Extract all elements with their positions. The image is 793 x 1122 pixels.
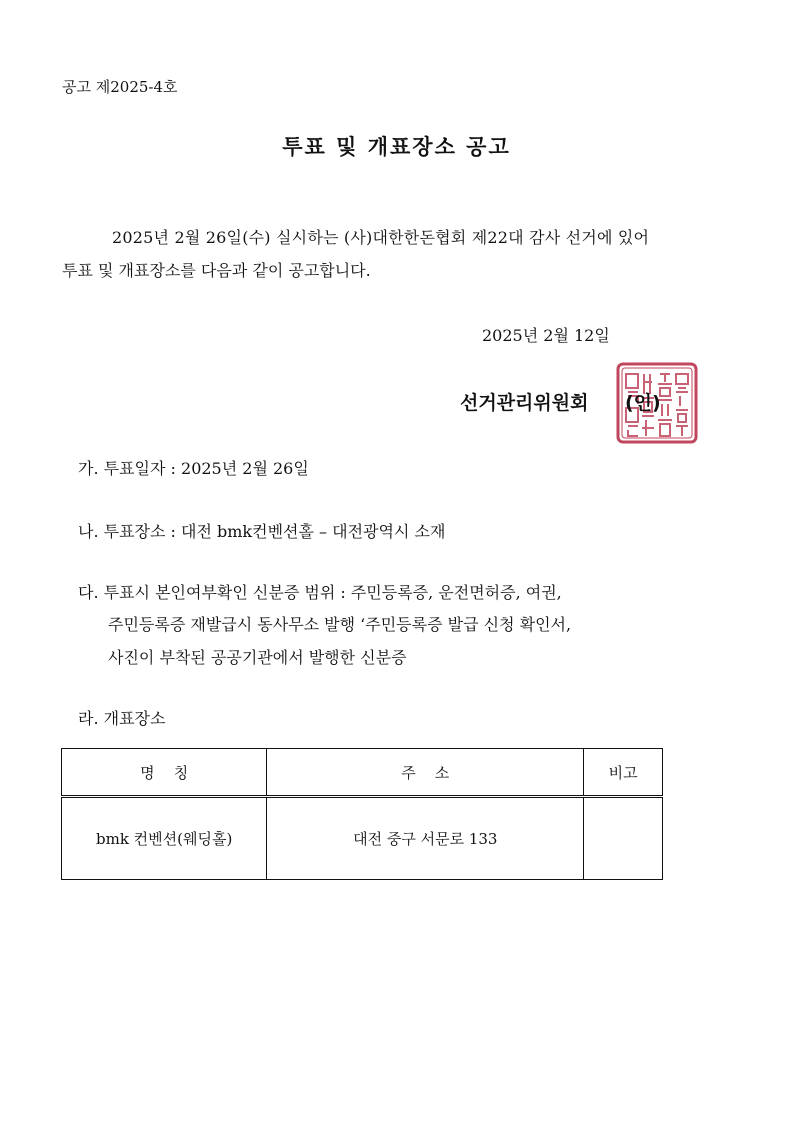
item-id-scope-line-2: 주민등록증 재발급시 동사무소 발행 ‘주민등록증 발급 신청 확인서, (108, 615, 572, 634)
item-id-scope-line-3: 사진이 부착된 공공기관에서 발행한 신분증 (108, 648, 407, 667)
notice-number: 공고 제2025-4호 (62, 78, 178, 96)
table-header-row (62, 749, 663, 797)
table-header-name: 명 칭 (62, 749, 267, 797)
item-voting-place: 나. 투표장소 : 대전 bmk컨벤션홀 – 대전광역시 소재 (78, 522, 446, 541)
notice-date: 2025년 2월 12일 (482, 326, 610, 345)
table-header-note: 비고 (584, 749, 663, 797)
counting-venue-table (61, 748, 663, 880)
seal-mark: (인) (625, 392, 661, 414)
table-cell-note (584, 797, 663, 880)
table-header-address: 주 소 (267, 749, 584, 797)
item-voting-date: 가. 투표일자 : 2025년 2월 26일 (78, 459, 309, 478)
intro-line-1: 2025년 2월 26일(수) 실시하는 (사)대한한돈협회 제22대 감사 선거에 있어 (112, 228, 650, 247)
item-counting-place: 라. 개표장소 (78, 709, 166, 728)
table-row (62, 797, 663, 880)
page-title: 투표 및 개표장소 공고 (282, 135, 511, 159)
committee-name: 선거관리위원회 (460, 392, 589, 414)
item-id-scope-line-1: 다. 투표시 본인여부확인 신분증 범위 : 주민등록증, 운전면허증, 여권, (78, 583, 562, 602)
table-cell-address: 대전 중구 서문로 133 (267, 797, 584, 880)
table-cell-name: bmk 컨벤션(웨딩홀) (62, 797, 267, 880)
intro-line-2: 투표 및 개표장소를 다음과 같이 공고합니다. (62, 261, 371, 280)
